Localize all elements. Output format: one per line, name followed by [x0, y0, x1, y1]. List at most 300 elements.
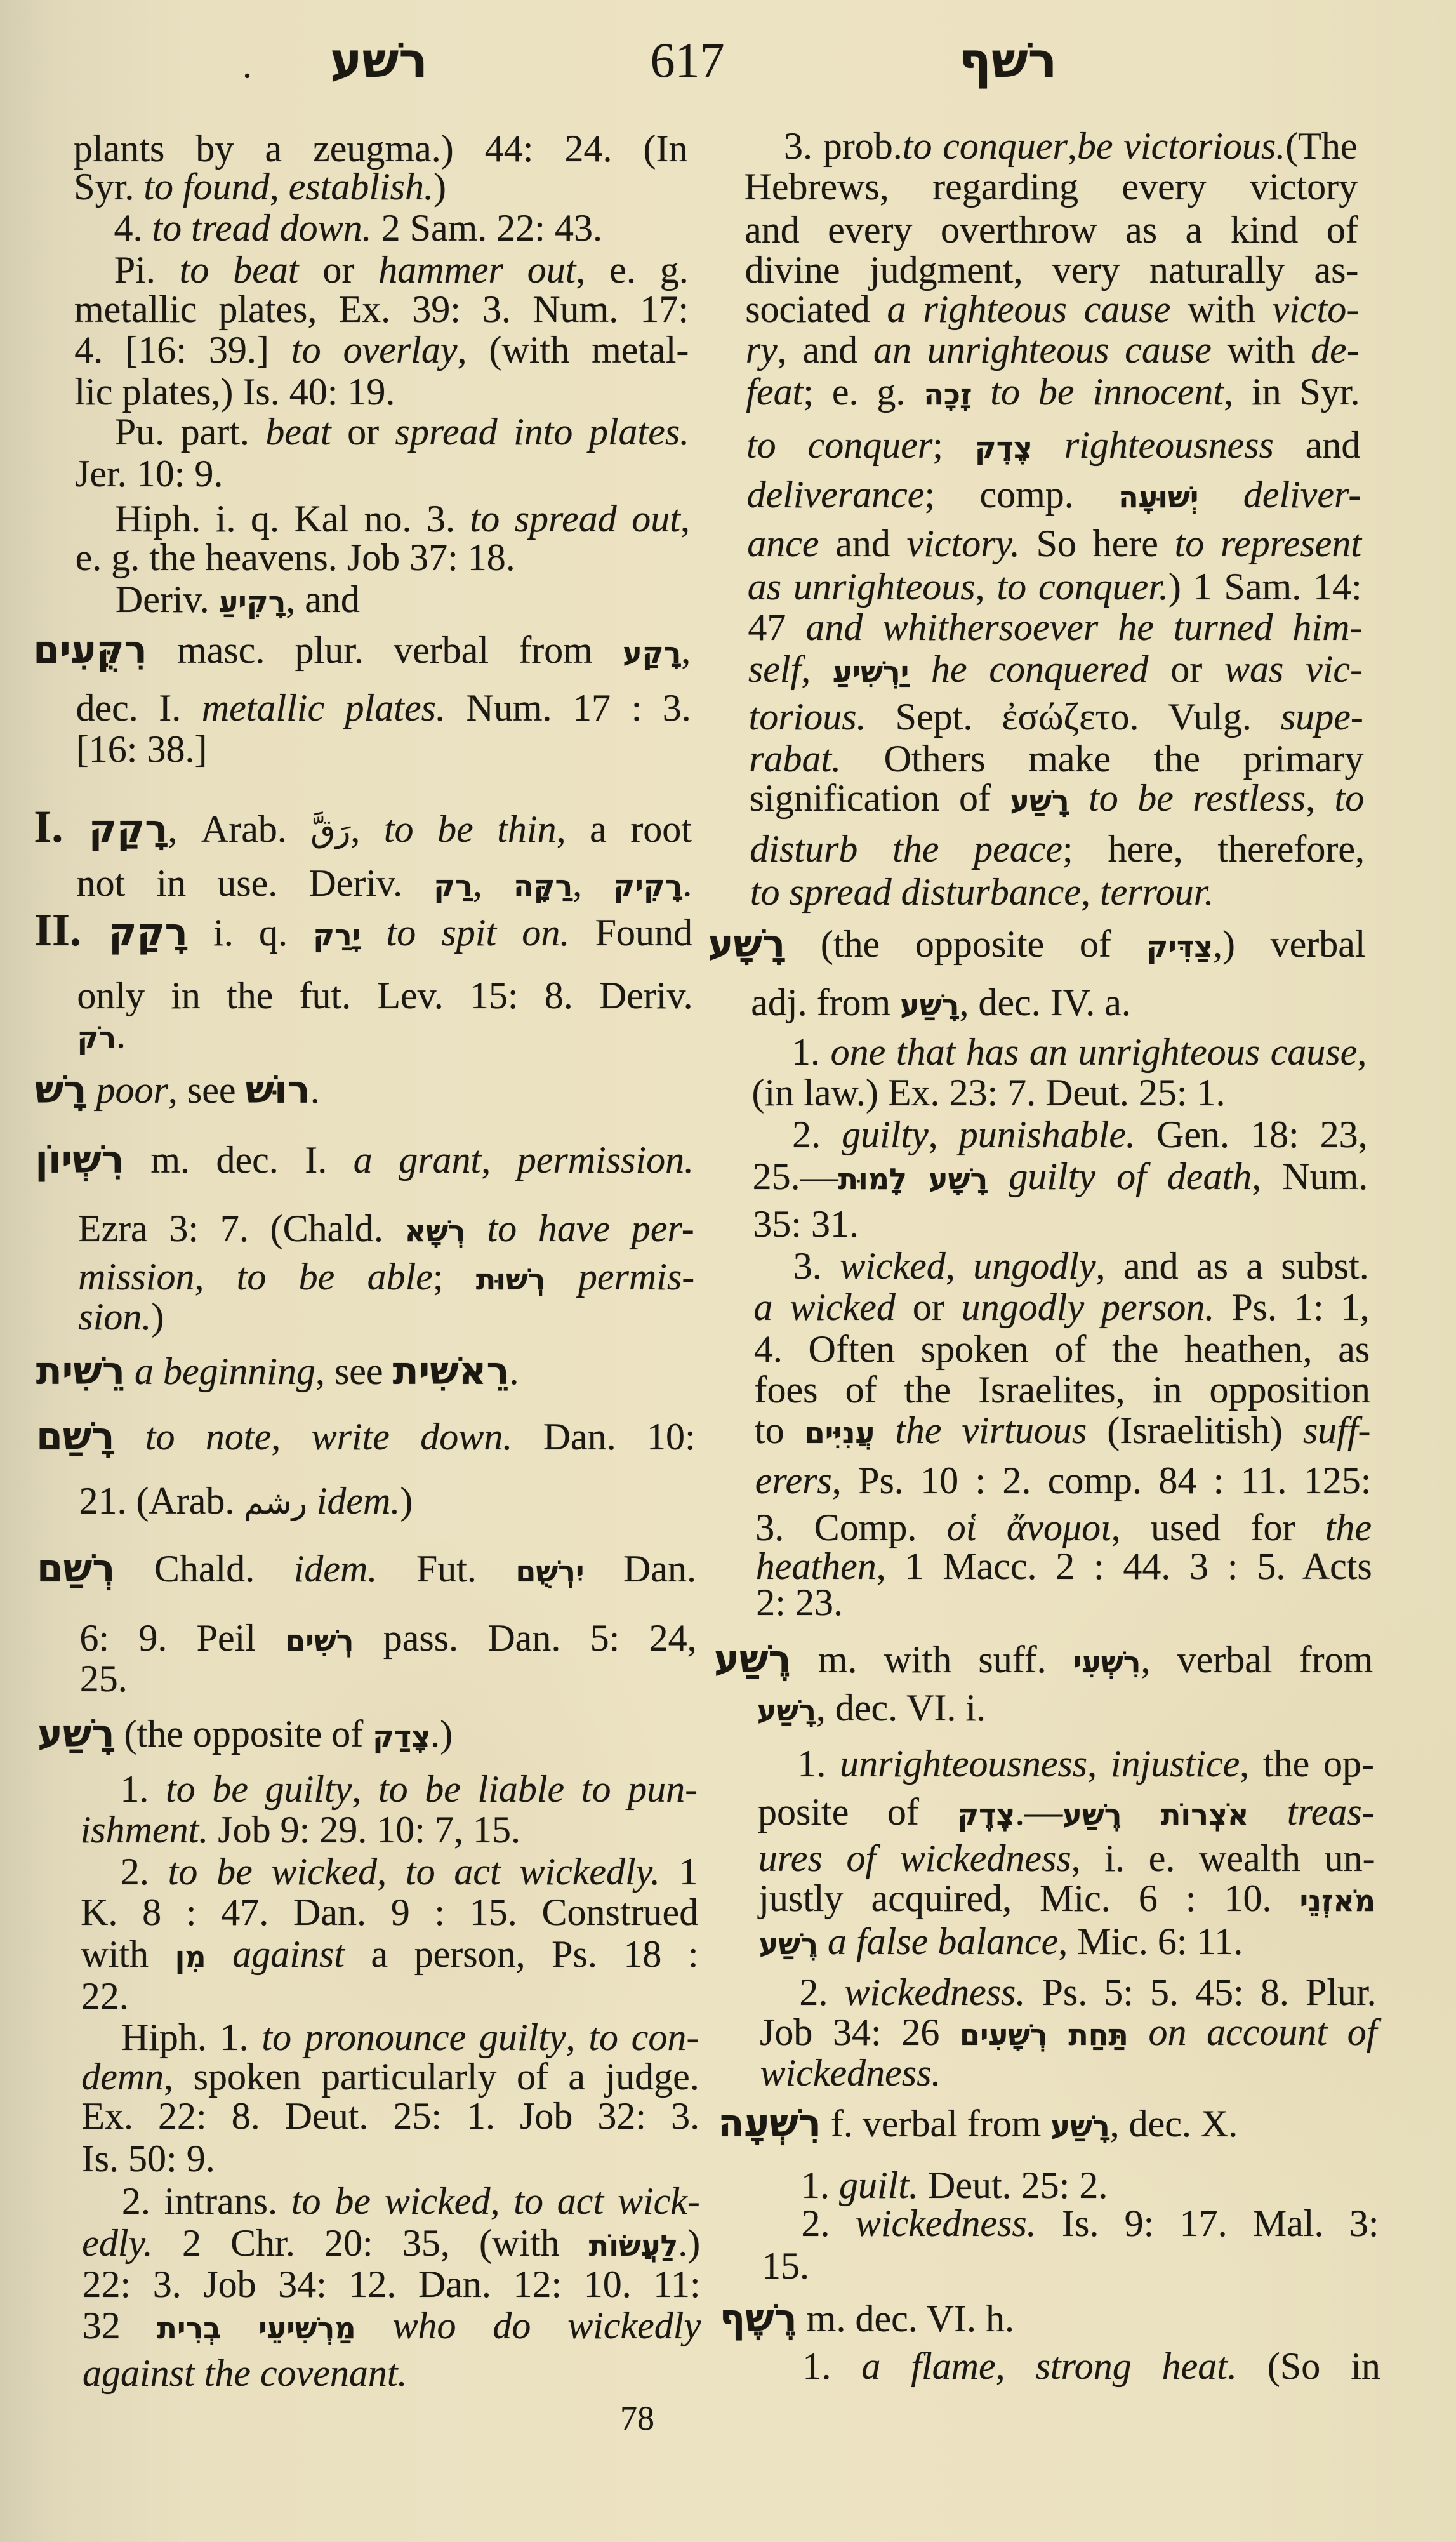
- text-line: [746, 423, 1360, 467]
- text-line: [760, 2010, 1377, 2054]
- hebrew-headword: רִשְׁיוֹן: [35, 1138, 124, 1182]
- italic-text: wickedness.: [760, 2052, 941, 2094]
- hebrew-headword: רֶשֶׁף: [719, 2296, 797, 2341]
- text-line: [755, 1408, 1370, 1453]
- italic-text: self: [748, 648, 802, 690]
- roman-text: , dec. VI. i.: [816, 1687, 986, 1729]
- roman-text: [1033, 424, 1064, 466]
- line-content: [802, 2201, 1379, 2246]
- italic-text: a flame: [861, 2345, 996, 2387]
- italic-text: beat: [265, 411, 331, 453]
- hebrew-headword: רִקֻּעִים: [33, 628, 147, 672]
- line-content: [747, 472, 1361, 517]
- roman-text: Gen. 18: 23,: [1135, 1114, 1368, 1155]
- hebrew-word: מִן: [175, 1940, 206, 1974]
- roman-text: and: [819, 522, 907, 564]
- roman-text: .—: [1015, 1791, 1063, 1833]
- line-content: [745, 208, 1358, 252]
- roman-text: ,: [472, 862, 514, 904]
- italic-text: idem.: [316, 1480, 400, 1522]
- roman-text: , Ps. 10 : 2. comp. 84 : 11. 125:: [831, 1460, 1372, 1501]
- italic-text: to found: [143, 166, 270, 208]
- line-content: [757, 1686, 986, 1730]
- hebrew-word: רְשִׁים: [285, 1623, 354, 1658]
- text-line: [758, 1790, 1374, 1834]
- roman-text: , e. g.: [576, 249, 689, 291]
- roman-text: Num. 17 : 3.: [445, 687, 691, 729]
- roman-text: 47: [748, 606, 806, 648]
- roman-text: (So in: [1236, 2345, 1380, 2387]
- hebrew-headword: רֶשַׁע: [714, 1637, 791, 1682]
- roman-text: not in use. Deriv.: [76, 862, 434, 904]
- roman-text: 32: [82, 2305, 157, 2346]
- line-content: [718, 2101, 1238, 2146]
- italic-text: injustice: [1110, 1743, 1240, 1785]
- italic-text: demn: [81, 2056, 164, 2098]
- italic-text: a righteous cause: [887, 288, 1171, 330]
- italic-text: to act wick-: [513, 2180, 700, 2222]
- roman-text: ,: [1357, 1031, 1367, 1073]
- italic-text: ishment.: [80, 1809, 209, 1851]
- italic-text: to spread disturbance: [750, 871, 1081, 913]
- italic-text: a beginning: [134, 1350, 315, 1392]
- line-content: [746, 423, 1360, 467]
- roman-text: posite of: [758, 1791, 958, 1833]
- hebrew-word: צֶדֶק: [957, 1797, 1016, 1832]
- roman-text: (the opposite of: [114, 1713, 373, 1755]
- italic-text: an unrighteous cause: [873, 329, 1212, 371]
- roman-text: [909, 648, 931, 690]
- hebrew-headword: רְשַׁם: [37, 1547, 116, 1591]
- italic-text: ance: [747, 522, 819, 564]
- roman-text: or: [298, 249, 379, 291]
- roman-text: 2.: [792, 1114, 842, 1155]
- roman-text: Hebrews, regarding every victory: [744, 166, 1358, 208]
- roman-text: , the op-: [1240, 1743, 1375, 1785]
- roman-text: Deriv.: [115, 578, 219, 620]
- text-line: [752, 1070, 1367, 1115]
- hebrew-word: צֶדֶק: [974, 430, 1033, 465]
- line-content: [755, 1408, 1371, 1453]
- italic-text: to be innocent: [990, 371, 1224, 413]
- roman-text: Others make the primary: [841, 738, 1364, 780]
- roman-text: .: [116, 1014, 126, 1056]
- hebrew-headword: רִשְׁעָה: [718, 2101, 821, 2146]
- roman-text: ,: [377, 1851, 406, 1893]
- italic-text: and whithersoever he turned him-: [805, 606, 1363, 648]
- line-content: [797, 1741, 1374, 1786]
- entry-headword-line: [708, 922, 1366, 966]
- roman-text: , Mic. 6: 11.: [1058, 1920, 1243, 1962]
- hebrew-word: עֲנִיִּים: [804, 1416, 875, 1450]
- italic-text: to beat: [179, 249, 299, 291]
- roman-text: (Israelitish): [1087, 1409, 1303, 1451]
- roman-text: [1248, 1791, 1287, 1833]
- italic-text: to tread down.: [152, 207, 372, 249]
- hebrew-word: מַרְשִׁיעֵי בְרִית: [157, 2311, 356, 2345]
- roman-text: [1069, 777, 1089, 819]
- italic-text: on account of: [1148, 2011, 1377, 2053]
- text-line: [792, 1112, 1367, 1157]
- signature-mark: 78: [620, 2399, 654, 2437]
- roman-text: 2 Sam. 22: 43.: [371, 207, 602, 249]
- roman-text: [1198, 474, 1243, 516]
- italic-text: a wicked: [753, 1286, 896, 1328]
- text-line: [749, 695, 1363, 739]
- italic-text: unrighteousness: [840, 1743, 1088, 1785]
- italic-text: metallic plates.: [201, 687, 446, 729]
- roman-text: ,: [194, 1256, 237, 1298]
- roman-text: , (with metal-: [457, 329, 689, 371]
- text-line: [757, 1686, 1373, 1730]
- roman-text: , dec. X.: [1109, 2103, 1238, 2145]
- roman-text: Ex. 22: 8. Deut. 25: 1. Job 32: 3.: [81, 2095, 700, 2137]
- text-line: [802, 2344, 1380, 2388]
- roman-text: a person, Ps. 18 :: [344, 1933, 699, 1975]
- italic-text: to represent: [1174, 522, 1362, 564]
- italic-text: to act wickedly.: [405, 1851, 661, 1893]
- roman-text: , a root: [556, 808, 692, 850]
- roman-text: Hiph. 1.: [121, 2016, 262, 2058]
- entry-headword-line: [720, 2296, 1380, 2341]
- roman-text: to: [755, 1409, 805, 1451]
- hebrew-word: רָקִיעַ: [218, 585, 286, 619]
- text-line: [797, 1741, 1373, 1786]
- italic-text: to have per-: [487, 1208, 694, 1249]
- roman-text: Deut. 25: 2.: [918, 2164, 1108, 2206]
- hebrew-headword: רָשׁ: [34, 1068, 87, 1112]
- line-content: [755, 1505, 1372, 1550]
- italic-text: punishable.: [958, 1114, 1136, 1155]
- hebrew-word: רַק: [433, 868, 473, 903]
- italic-text: ry: [745, 329, 778, 371]
- italic-text: deliver-: [1243, 474, 1361, 516]
- italic-text: victo-: [1272, 288, 1360, 330]
- roman-text: (the opposite of: [785, 923, 1147, 965]
- page-number: 617: [650, 32, 725, 88]
- hebrew-word: רֹק: [77, 1020, 117, 1055]
- roman-text: .: [509, 1350, 519, 1392]
- roman-text: [988, 1155, 1009, 1197]
- italic-text: a grant: [353, 1139, 482, 1181]
- line-content: [714, 1637, 1373, 1682]
- line-content: [760, 2010, 1377, 2054]
- line-content: [760, 2051, 941, 2095]
- italic-text: wicked: [840, 1245, 946, 1287]
- roman-text: and: [1273, 424, 1361, 466]
- entry-number: II.: [34, 905, 109, 955]
- italic-text: suff-: [1302, 1409, 1371, 1451]
- text-line: [753, 1154, 1368, 1199]
- roman-text: ; e. g.: [803, 371, 924, 413]
- italic-text: a false balance: [828, 1920, 1059, 1962]
- roman-text: Jer. 10: 9.: [75, 453, 223, 495]
- line-content: [745, 164, 1358, 209]
- hebrew-headword: רָקַק: [88, 807, 168, 851]
- roman-text: m. dec. I.: [124, 1139, 354, 1181]
- hebrew-word: רָשַׁע: [900, 988, 960, 1022]
- text-line: [748, 647, 1363, 691]
- italic-text: idem.: [293, 1548, 378, 1590]
- italic-text: supe-: [1280, 696, 1363, 738]
- italic-text: establish.: [288, 166, 434, 208]
- hebrew-word: יַרְשִׁיעַ: [833, 655, 910, 689]
- hebrew-word: תַּחַת רְשָׁעִים: [959, 2018, 1128, 2052]
- roman-text: ,: [995, 2345, 1036, 2387]
- italic-text: against: [232, 1933, 345, 1975]
- line-content: [750, 870, 1214, 914]
- roman-text: Sept.: [866, 696, 1002, 738]
- text-line: [749, 736, 1363, 781]
- roman-text: .: [310, 1069, 320, 1111]
- roman-text: 1: [660, 1851, 698, 1893]
- line-content: [799, 1970, 1376, 2014]
- text-line: [799, 1970, 1376, 2014]
- roman-text: Ezra 3: 7. (Chald.: [77, 1208, 405, 1249]
- roman-text: ): [151, 1296, 164, 1338]
- roman-text: ,) verbal: [1213, 923, 1366, 965]
- text-line: [750, 827, 1364, 871]
- roman-text: ,: [352, 1768, 378, 1810]
- italic-text: treas-: [1287, 1791, 1375, 1833]
- line-content: [758, 1790, 1375, 1834]
- hebrew-word: רָשָׁע לָמוּת: [838, 1162, 988, 1196]
- roman-text: m. dec. VI. h.: [797, 2298, 1014, 2339]
- line-content: [753, 1285, 1369, 1329]
- text-line: [758, 1876, 1375, 1920]
- roman-text: ): [433, 166, 447, 208]
- roman-text: 2 Chr. 20: 35, (with: [152, 2222, 589, 2264]
- roman-text: e. g. the heavens. Job 37: 18.: [75, 536, 515, 578]
- line-content: [793, 1244, 1369, 1288]
- roman-text: 1.: [120, 1768, 166, 1810]
- italic-text: deliverance: [746, 474, 925, 516]
- text-line: [760, 2051, 1377, 2095]
- hebrew-headword: רֵאשִׁית: [392, 1349, 510, 1394]
- roman-text: Chald.: [115, 1548, 294, 1590]
- roman-text: with: [1211, 329, 1311, 371]
- roman-text: , see: [168, 1069, 246, 1111]
- text-line: [755, 1367, 1370, 1412]
- roman-text: ,: [481, 1139, 517, 1181]
- roman-text: ,: [350, 808, 384, 850]
- roman-text: 35: 31.: [753, 1203, 859, 1245]
- line-content: [802, 2344, 1380, 2388]
- line-content: [746, 328, 1360, 372]
- italic-text: rabat.: [749, 738, 842, 780]
- text-line: [745, 208, 1358, 252]
- italic-text: ures of wickedness: [758, 1837, 1071, 1879]
- roman-text: or: [895, 1286, 962, 1328]
- roman-text: Dan. 10:: [512, 1416, 696, 1458]
- italic-text: to note: [145, 1416, 272, 1458]
- roman-text: 4. Often spoken of the heathen, as: [753, 1328, 1370, 1370]
- text-line: [756, 1580, 1372, 1625]
- line-content: [748, 647, 1363, 691]
- text-line: [746, 328, 1360, 372]
- text-line: [745, 164, 1358, 209]
- roman-text: only in the fut. Lev. 15: 8. Deriv.: [77, 975, 693, 1016]
- text-line: [747, 521, 1361, 566]
- entry-headword-line: [714, 1637, 1373, 1682]
- roman-text: foes of the Israelites, in opposition: [754, 1369, 1370, 1411]
- text-line: [758, 1836, 1375, 1880]
- roman-text: Dan.: [584, 1548, 696, 1590]
- italic-text: to pronounce guilty: [261, 2016, 566, 2058]
- text-line: [759, 1919, 1376, 1964]
- text-line: [755, 1505, 1371, 1550]
- roman-text: , used for: [1111, 1507, 1325, 1548]
- roman-text: with: [1170, 288, 1273, 330]
- roman-text: .): [430, 1713, 453, 1755]
- running-head-mark: .: [242, 44, 252, 86]
- italic-text: de-: [1311, 329, 1360, 371]
- italic-text: he conquered: [931, 648, 1149, 690]
- roman-text: ,: [680, 498, 690, 540]
- italic-text: heathen: [755, 1545, 877, 1587]
- roman-text: Ps. 5: 5. 45: 8. Plur.: [1025, 1971, 1377, 2013]
- italic-text: the virtuous: [895, 1409, 1087, 1451]
- entry-number: I.: [34, 801, 89, 852]
- italic-text: permission.: [517, 1139, 694, 1181]
- hebrew-word: יְשׁוּעָה: [1118, 480, 1199, 514]
- roman-text: 3. Comp.: [755, 1507, 947, 1548]
- roman-text: , Arab.: [168, 808, 311, 850]
- italic-text: to be thin: [383, 808, 557, 850]
- hebrew-word: יָרַק: [313, 918, 361, 952]
- hebrew-word: זָכָה: [923, 377, 972, 411]
- text-line: [745, 248, 1358, 292]
- line-content: [758, 1836, 1375, 1880]
- roman-text: , i. e. wealth un-: [1071, 1837, 1375, 1879]
- roman-text: ,: [928, 1114, 959, 1155]
- roman-text: K. 8 : 47. Dan. 9 : 15. Construed: [81, 1891, 699, 1933]
- roman-text: ,: [1067, 125, 1077, 167]
- roman-text: , verbal from: [1141, 1639, 1373, 1680]
- italic-text: who do wickedly: [392, 2305, 701, 2346]
- italic-text: write down.: [311, 1416, 513, 1458]
- roman-text: m. with suff.: [791, 1639, 1073, 1680]
- italic-text: edly.: [82, 2222, 153, 2264]
- hebrew-word: רָקִיק: [613, 868, 683, 903]
- roman-text: ,: [945, 1245, 974, 1287]
- roman-text: 15.: [762, 2245, 809, 2287]
- roman-text: 2.: [120, 1851, 168, 1893]
- italic-text: feat: [746, 371, 804, 413]
- italic-text: ungodly: [973, 1245, 1096, 1287]
- italic-text: permis-: [578, 1256, 695, 1298]
- line-content: [748, 564, 1362, 609]
- roman-text: ,: [490, 2180, 514, 2222]
- roman-text: .: [682, 862, 692, 904]
- italic-text: as unrighteous: [747, 566, 976, 608]
- text-line: [753, 1202, 1368, 1246]
- text-line: [755, 1458, 1371, 1503]
- roman-text: [875, 1409, 895, 1451]
- line-content: [758, 1876, 1375, 1920]
- roman-text: i. q.: [187, 912, 314, 954]
- line-content: [750, 776, 1365, 820]
- text-line: [750, 776, 1364, 820]
- roman-text: Hiph. i. q. Kal no. 3.: [115, 498, 470, 540]
- italic-text: to conquer.: [996, 566, 1168, 608]
- greek-word: οἱ ἄνομοι: [946, 1507, 1111, 1548]
- italic-text: to be wicked: [291, 2180, 491, 2222]
- hebrew-word: רָשַׁע: [757, 1693, 816, 1727]
- roman-text: dec. I.: [76, 687, 202, 729]
- arabic-word: رشم: [244, 1484, 307, 1521]
- hebrew-word: מֹאזְנֵי: [1299, 1884, 1376, 1918]
- roman-text: [1128, 2011, 1149, 2053]
- roman-text: Fut.: [377, 1548, 516, 1590]
- roman-text: .): [678, 2222, 701, 2264]
- roman-text: justly acquired, Mic. 6 : 10.: [758, 1877, 1300, 1919]
- roman-text: ,: [681, 629, 691, 671]
- hebrew-word: רָשַׁע: [1010, 783, 1069, 818]
- roman-text: f. verbal from: [821, 2103, 1051, 2145]
- roman-text: 1.: [791, 1031, 831, 1073]
- hebrew-word: רְשׁוּת: [475, 1262, 546, 1296]
- roman-text: 4.: [114, 207, 152, 249]
- italic-text: terrour.: [1099, 871, 1214, 913]
- hebrew-word: אֹצְרוֹת רֶשַׁע: [1062, 1797, 1249, 1832]
- roman-text: ; comp.: [924, 474, 1119, 516]
- italic-text: torious.: [748, 696, 866, 738]
- line-content: [756, 1580, 843, 1625]
- italic-text: sion.: [78, 1296, 152, 1338]
- text-line: [748, 605, 1362, 649]
- line-content: [745, 248, 1359, 292]
- line-content: [745, 287, 1359, 331]
- italic-text: wickedness.: [844, 1971, 1026, 2013]
- roman-text: ,: [1306, 777, 1335, 819]
- italic-text: guilty: [842, 1114, 929, 1155]
- line-content: [747, 521, 1361, 566]
- roman-text: 1.: [802, 2345, 862, 2387]
- hebrew-word: רָשַׁע: [1050, 2109, 1110, 2143]
- italic-text: to conquer: [746, 424, 933, 466]
- italic-text: to be wicked: [168, 1851, 378, 1893]
- hebrew-word: רָקַע: [623, 636, 682, 670]
- roman-text: or: [331, 411, 395, 453]
- italic-text: victory.: [906, 522, 1020, 564]
- roman-text: ,: [1080, 871, 1100, 913]
- roman-text: 2.: [799, 1971, 845, 2013]
- roman-text: , Num.: [1252, 1155, 1368, 1197]
- italic-text: to: [1334, 777, 1365, 819]
- italic-text: to spread out: [470, 498, 680, 540]
- hebrew-word: צָדַק: [373, 1719, 431, 1753]
- roman-text: Pu. part.: [114, 411, 266, 453]
- roman-text: Job 9: 29. 10: 7, 15.: [208, 1809, 520, 1851]
- italic-text: was vic-: [1224, 648, 1363, 690]
- roman-text: ) 1 Sam. 14:: [1168, 566, 1362, 608]
- roman-text: 21. (Arab.: [79, 1480, 244, 1522]
- roman-text: 6: 9. Peil: [79, 1617, 286, 1659]
- italic-text: righteousness: [1064, 424, 1274, 466]
- hebrew-word: לַעֲשׂוֹת: [588, 2228, 678, 2263]
- hebrew-word: רְשָׁא: [404, 1214, 466, 1248]
- text-line: [747, 472, 1361, 517]
- line-content: [748, 605, 1362, 649]
- entry-headword-line: [718, 2101, 1377, 2146]
- line-content: [753, 1202, 859, 1246]
- roman-text: , and as a subst.: [1095, 1245, 1369, 1287]
- italic-text: to con-: [588, 2016, 699, 2058]
- italic-text: the: [1325, 1507, 1372, 1548]
- roman-text: 1.: [797, 1743, 840, 1785]
- roman-text: , 1 Macc. 2 : 44. 3 : 5. Acts: [876, 1545, 1372, 1587]
